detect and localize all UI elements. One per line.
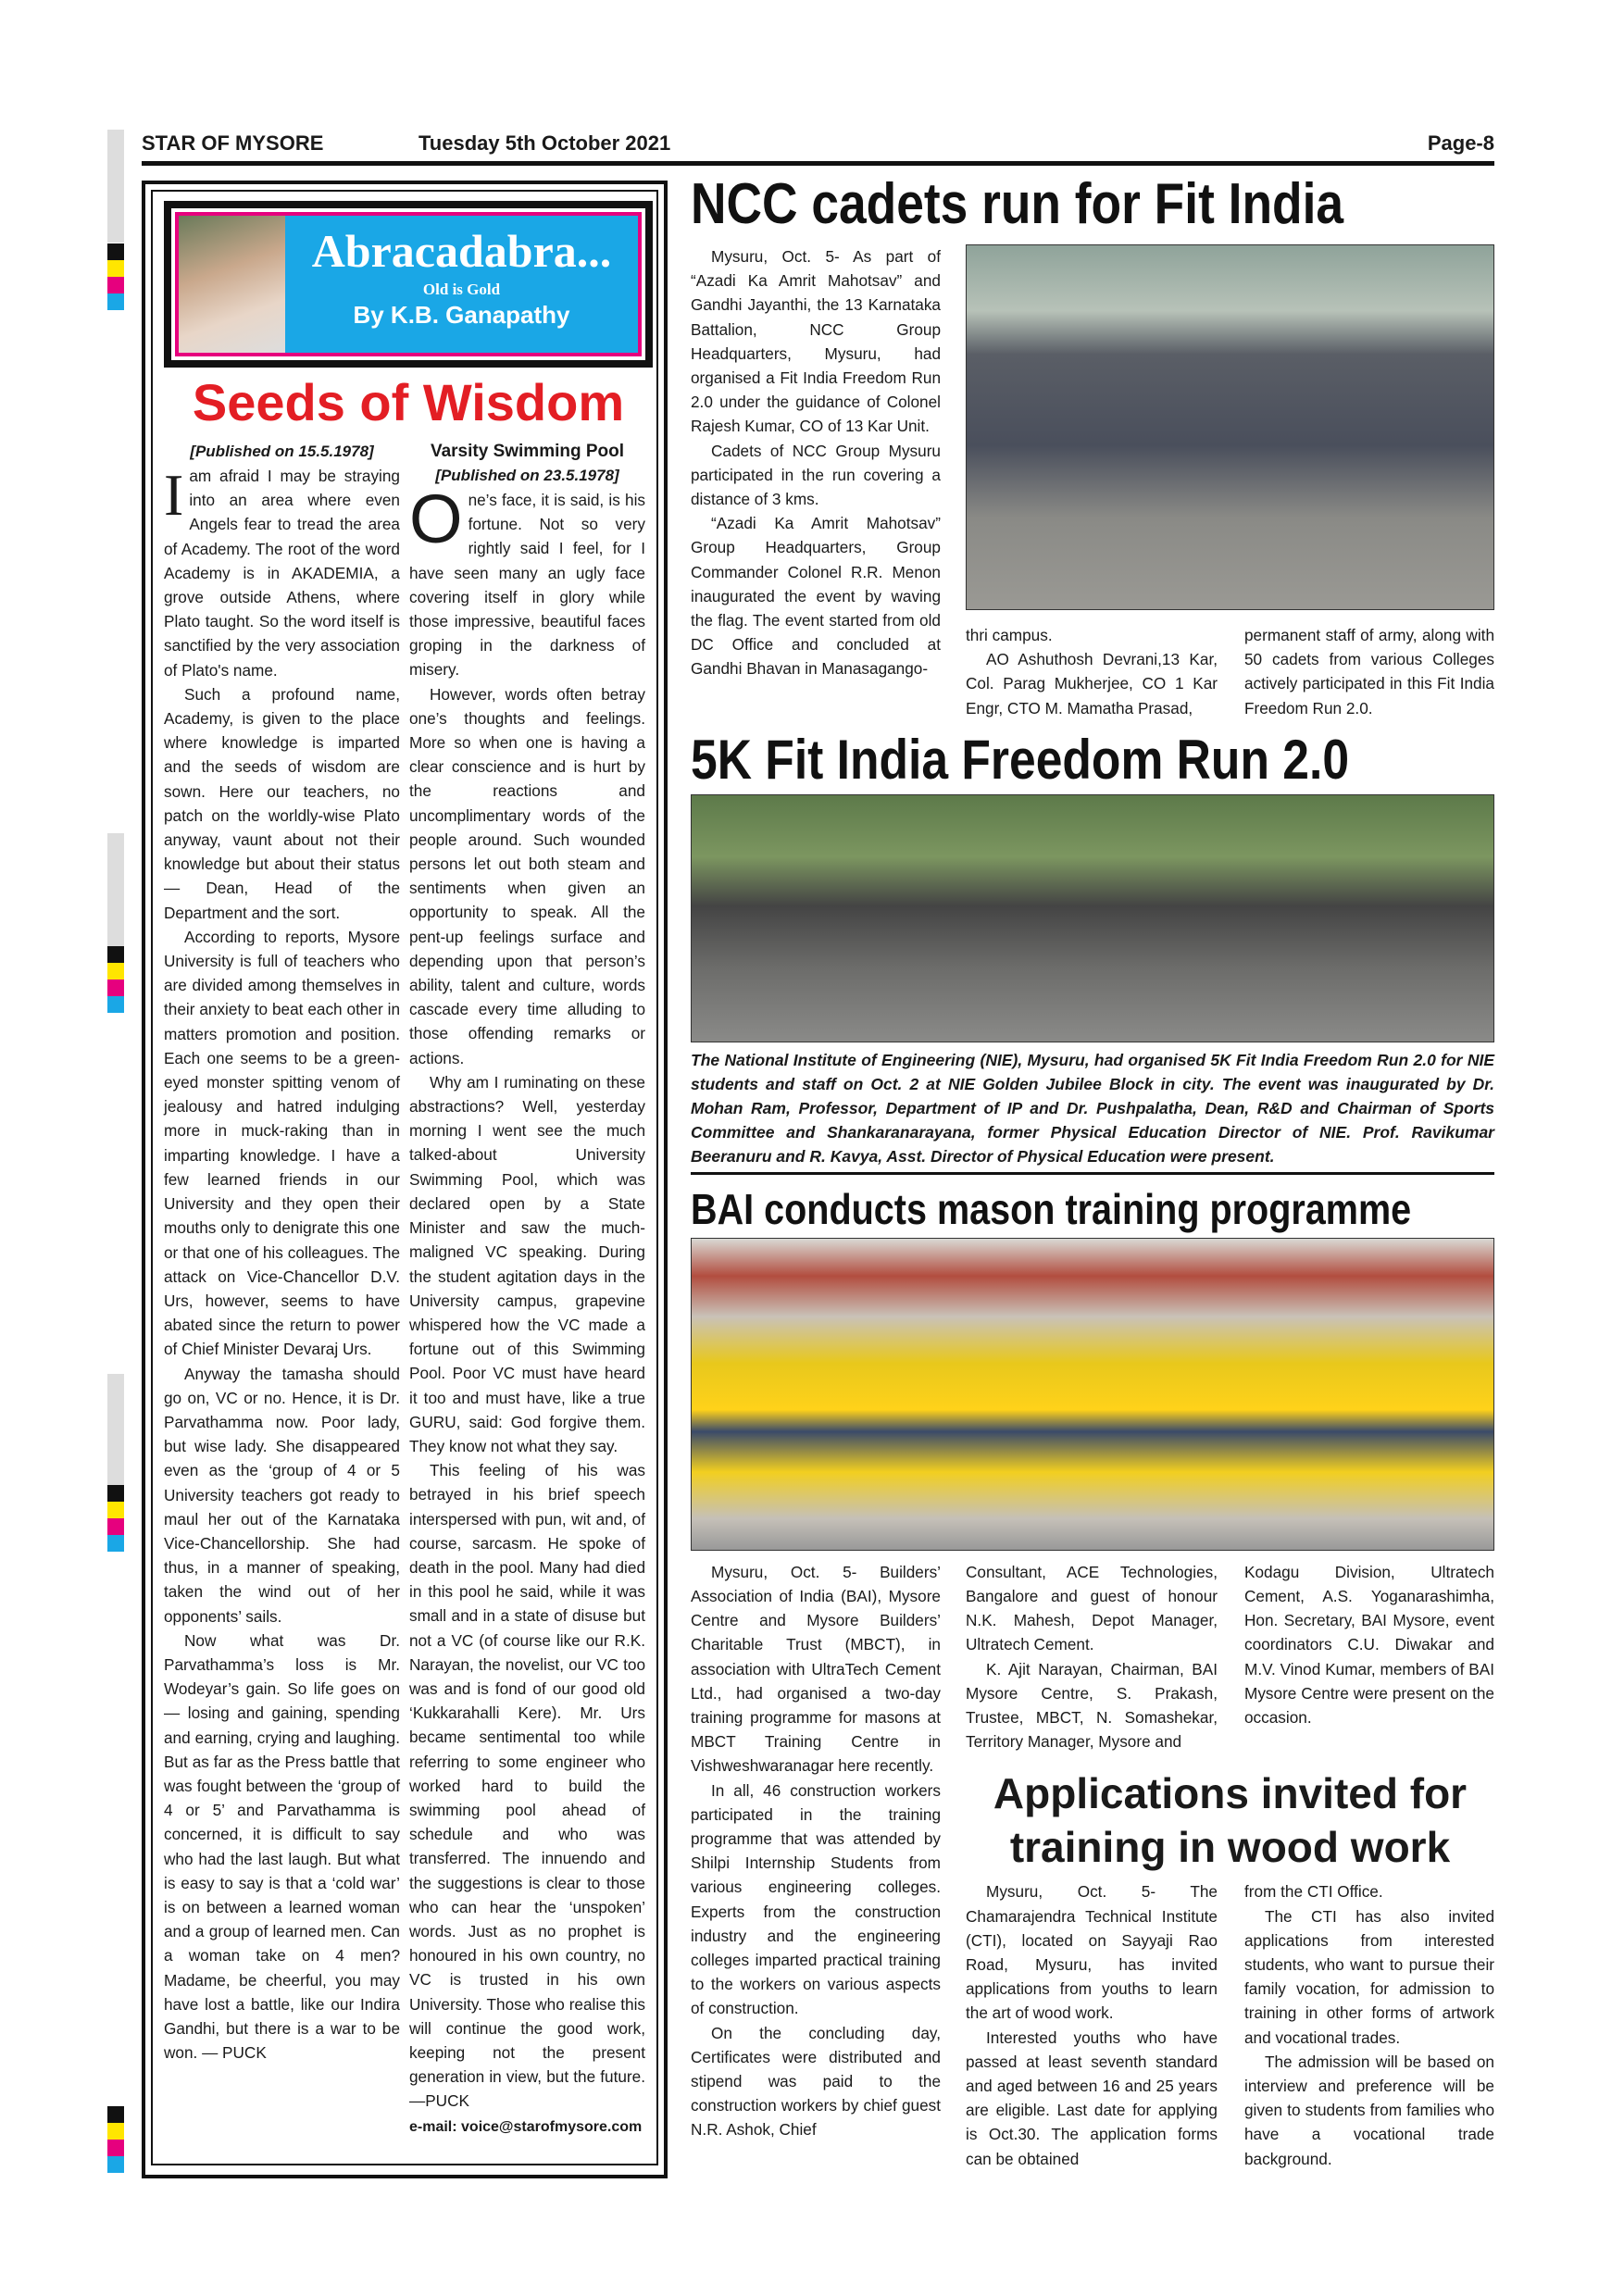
registration-magenta — [107, 1518, 124, 1535]
registration-magenta — [107, 980, 124, 996]
registration-yellow — [107, 260, 124, 277]
paragraph: Anyway the tamasha should go on, VC or no. Hence, it is Dr. Parvathamma now. Poor lady, but wise lady. She disappeared even as the ‘group of 4 or 5 University teachers got ready to maul her out of the Karnataka Vice-Chancellorship. She had thus, in a manner of speaking, taken the wind out of her opponents’ sails. — [164, 1364, 400, 1626]
drop-cap: O — [409, 480, 463, 557]
registration-black — [107, 243, 124, 260]
run-headline: 5K Fit India Freedom Run 2.0 — [691, 728, 1350, 791]
paragraph: am afraid I may be straying into an area where even Angels fear to tread the area of Academy. The root of the word Academy is in AKADEMIA, a grove outside Athens, where Plato taught. So the word itself is sanctified by the very association of Plato's name. — [164, 467, 400, 680]
newspaper-name: STAR OF MYSORE — [142, 131, 324, 155]
banner-title: Abracadabra... — [311, 225, 612, 277]
ncc-headline: NCC cadets run for Fit India — [691, 172, 1344, 236]
registration-yellow — [107, 963, 124, 980]
bai-article-col3 — [1244, 1560, 1494, 1754]
paragraph: Interested youths who have passed at least seventh standard and aged between 16 and 25 years are eligible. Last date for applying is Oct.30. The application forms can be obtained — [966, 2028, 1218, 2168]
column-right-article — [409, 440, 645, 2140]
registration-bar — [107, 833, 124, 946]
registration-bar — [107, 1374, 124, 1485]
paragraph: Kodagu Division, Ultratech Cement, A.S. Yoganarashimha, Hon. Secretary, BAI Mysore, event coordinators C.U. Diwakar and M.V. Vinod Kumar, members of BAI Mysore Centre were present on the occasion. — [1244, 1562, 1494, 1728]
ncc-article-col3 — [1244, 623, 1494, 720]
paragraph: This feeling of his was betrayed in his brief speech interspersed with pun, wit and, of course, sarcasm. He spoke of death in the pool. Many had died in this pool he said, while it was small and in a state of disuse but not a VC (of course like our R.K. Narayan, the novelist, our VC too was and is fond of our good old ‘Kukkarahalli Kere). Mr. Urs became sentimental too while referring to some engineer who worked hard to build the swimming pool ahead of schedule and who was transferred. The innuendo and the suggestions is clear to those who can hear the ‘unspoken’ words. Just as no prophet is honoured in his own country, no VC is trusted in his own University. Those who realise this will continue the good work, keeping not the present generation in view, but the future. —PUCK — [409, 1461, 645, 2111]
paragraph: Mysuru, Oct. 5- As part of “Azadi Ka Amrit Mahotsav” and Gandhi Jayanthi, the 13 Karnataka Battalion, NCC Group Headquarters, Mysuru, had organised a Fit India Freedom Run 2.0 under the guidance of Colonel Rajesh Kumar, CO of 13 Kar Unit. — [691, 247, 941, 436]
section-rule — [691, 1172, 1494, 1175]
issue-date: Tuesday 5th October 2021 — [418, 131, 671, 155]
paragraph: K. Ajit Narayan, Chairman, BAI Mysore Centre, S. Prakash, Trustee, MBCT, N. Somashekar, Territory Manager, Mysore and — [966, 1659, 1218, 1752]
paragraph: The admission will be based on interview and preference will be given to students from families who have a vocational trade background. — [1244, 2052, 1494, 2168]
registration-yellow — [107, 1502, 124, 1518]
header-rule — [142, 161, 1494, 166]
paragraph: The CTI has also invited applications from interested students, who want to pursue their family vocation, for admission to training in other forms of artwork and vocational trades. — [1244, 1906, 1494, 2047]
article-heading: Varsity Swimming Pool — [430, 442, 625, 461]
paragraph: Consultant, ACE Technologies, Bangalore and guest of honour N.K. Mahesh, Depot Manager, Ultratech Cement. — [966, 1562, 1218, 1654]
paragraph: permanent staff of army, along with 50 cadets from various Colleges actively participated in this Fit India Freedom Run 2.0. — [1244, 626, 1494, 718]
bai-headline: BAI conducts mason training programme — [691, 1184, 1412, 1233]
author-photo — [179, 216, 285, 353]
paragraph: Why am I ruminating on these abstractions? Well, yesterday morning I went see the much talked-about University Swimming Pool, which was declared open by a State Minister and saw the much-maligned VC speaking. During the student agitation days in the University campus, grapevine whispered how the VC made a fortune out of this Swimming Pool. Poor VC must have heard it too and must have, like a true GURU, said: God forgive them. They know not what they say. — [409, 1072, 645, 1455]
paragraph: In all, 46 construction workers participated in the training programme that was attended by Shilpi Internship Students from various engineering colleges. Experts from the construction industry and the engineering colleges imparted practical training to the workers on various aspects of construction. — [691, 1780, 941, 2018]
registration-cyan — [107, 1535, 124, 1552]
registration-cyan — [107, 996, 124, 1013]
bai-article-col1 — [691, 1560, 941, 2171]
right-stories — [691, 168, 1494, 2171]
registration-yellow — [107, 2123, 124, 2140]
wood-article-col1 — [966, 1879, 1218, 2170]
headline-line: training in wood work — [1009, 1823, 1451, 1872]
headline-line: Applications invited for — [993, 1769, 1468, 1818]
registration-black — [107, 1485, 124, 1502]
drop-cap: I — [164, 462, 184, 528]
paragraph: Mysuru, Oct. 5- Builders’ Association of India (BAI), Mysore Centre and Mysore Builders’ Charitable Trust (MBCT), in association with UltraTech Cement Ltd., had organised a two-day training programme for masons at MBCT Training Centre in Vishweshwaranagar here recently. — [691, 1562, 941, 1776]
paragraph: On the concluding day, Certificates were distributed and stipend was paid to the construction workers by chief guest N.R. Ashok, Chief — [691, 2023, 941, 2140]
column-banner — [164, 201, 653, 368]
paragraph: “Azadi Ka Amrit Mahotsav” Group Headquarters, Group Commander Colonel R.R. Menon inaugurated the event by waving the flag. The event started from old DC Office and concluded at Gandhi Bhavan in Manasagango- — [691, 514, 941, 679]
registration-cyan — [107, 293, 124, 310]
registration-black — [107, 946, 124, 963]
abracadabra-column-box — [142, 181, 668, 2178]
bai-group-photo — [691, 1238, 1494, 1551]
banner-subtitle: Old is Gold — [422, 281, 501, 298]
ncc-article-col1 — [691, 244, 941, 720]
published-date: [Published on 15.5.1978] — [190, 443, 374, 460]
paragraph: thri campus. — [966, 626, 1053, 644]
bai-article-col2 — [966, 1560, 1218, 1754]
column-left-article — [164, 440, 400, 2140]
column-headline: Seeds of Wisdom — [192, 373, 625, 431]
byline: By K.B. Ganapathy — [353, 301, 570, 329]
wood-headline — [966, 1766, 1494, 1874]
wood-article-col2 — [1244, 1879, 1494, 2170]
registration-cyan — [107, 2156, 124, 2173]
paragraph: However, words often betray one’s thoughts and feelings. More so when one is having a clear conscience and is hurt by the reactions and uncomplimentary words of the people around. Such wounded persons let out both steam and sentiments when given an opportunity to speak. All the pent-up feelings surface and depending upon that person’s ability, talent and culture, words cascade every time alluding to those offending remarks or actions. — [409, 684, 645, 1067]
registration-black — [107, 2106, 124, 2123]
run-photo-caption: The National Institute of Engineering (NIE), Mysuru, had organised 5K Fit India Freedom Run 2.0 for NIE students and staff on Oct. 2 at NIE Golden Jubilee Block in city. The event was inaugurated by Dr. Mohan Ram, Professor, Department of IP and Dr. Pushpalatha, Dean, R&D and Chairman of Sports Committee and Shankaranarayana, former Physical Education Director of NIE. Prof. Ravikumar Beeranuru and R. Kavya, Asst. Director of Physical Education were present. — [691, 1050, 1494, 1166]
published-date: [Published on 23.5.1978] — [435, 467, 619, 484]
paragraph: from the CTI Office. — [1244, 1882, 1383, 1902]
ncc-cadets-photo — [966, 244, 1494, 610]
paragraph: Mysuru, Oct. 5- The Chamarajendra Technical Institute (CTI), located on Sayyaji Rao Road, Mysuru, has invited applications from youths to learn the art of wood work. — [966, 1882, 1218, 2023]
registration-magenta — [107, 2140, 124, 2156]
registration-bar — [107, 130, 124, 243]
run-photo — [691, 794, 1494, 1042]
ncc-article-col2 — [966, 623, 1218, 720]
paragraph: According to reports, Mysore University is full of teachers who are divided among themselves in their anxiety to beat each other in matters promotion and position. Each one seems to be a green-eyed monster spitting venom of jealousy and hatred indulging more in muck-raking than in imparting knowledge. I have a few learned friends in our University and they open their mouths only to denigrate this one or that one of his colleagues. The attack on Vice-Chancellor D.V. Urs, however, seems to have abated since the return to power of Chief Minister Devaraj Urs. — [164, 927, 400, 1359]
paragraph: Such a profound name, Academy, is given to the place where knowledge is imparted and the seeds of wisdom are sown. Here our teachers, no patch on the worldly-wise Plato anyway, vaunt about not their knowledge but about their status — Dean, Head of the Department and the sort. — [164, 684, 400, 922]
email: e-mail: voice@starofmysore.com — [409, 2118, 643, 2135]
registration-magenta — [107, 277, 124, 293]
page-number: Page-8 — [1427, 131, 1494, 155]
paragraph: Now what was Dr. Parvathamma’s loss is Mr. Wodeyar’s gain. So life goes on — losing and gaining, spending and earning, crying and laughing. But as far as the Press battle that was fought between the ‘group of 4 or 5’ and Parvathamma is concerned, it is difficult to say who had the last laugh. But what is easy to say is that a ‘cold war’ is on between a learned woman and a group of learned men. Can a woman take on 4 men? Madame, be cheerful, you may have lost a battle, like our Indira Gandhi, but there is a war to be won. — PUCK — [164, 1630, 400, 2063]
paragraph: AO Ashuthosh Devrani,13 Kar, Col. Parag Mukherjee, CO 1 Kar Engr, CTO M. Mamatha Prasad, — [966, 650, 1218, 718]
paragraph: ne’s face, it is said, is his fortune. Not so very rightly said I feel, for I have seen many an ugly face covering itself in glory while those impressive, beautiful faces groping in the darkness of misery. — [409, 491, 645, 680]
paragraph: Cadets of NCC Group Mysuru participated in the run covering a distance of 3 kms. — [691, 441, 941, 509]
